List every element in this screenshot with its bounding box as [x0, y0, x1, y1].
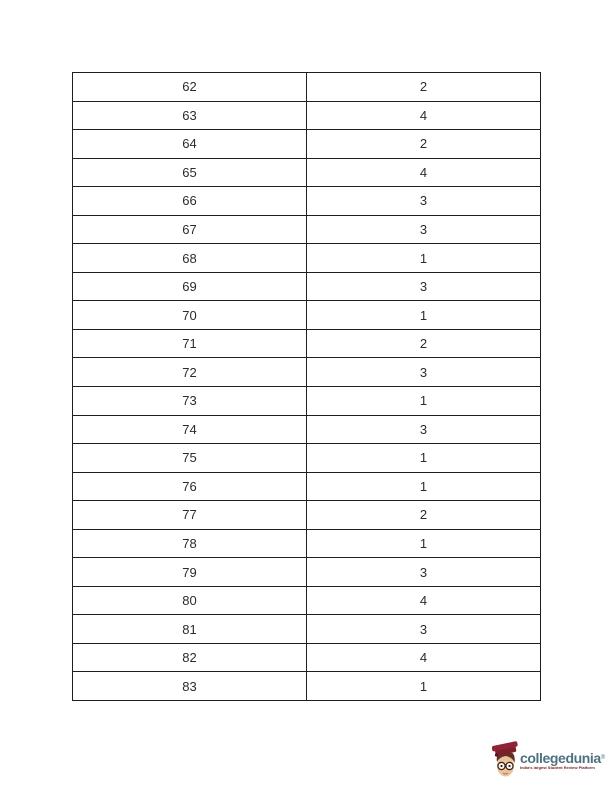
table-row — [73, 158, 541, 187]
registered-trademark-symbol: ® — [600, 755, 605, 761]
frequency-cell: 4 — [307, 586, 541, 615]
value-cell: 64 — [73, 130, 307, 159]
value-cell: 66 — [73, 187, 307, 216]
frequency-cell: 4 — [307, 643, 541, 672]
value-cell: 73 — [73, 387, 307, 416]
collegedunia-tagline: India's largest Student Review Platform — [520, 766, 595, 770]
table-row — [73, 329, 541, 358]
table-row — [73, 444, 541, 473]
table-row — [73, 130, 541, 159]
frequency-cell: 1 — [307, 672, 541, 701]
table-row — [73, 187, 541, 216]
frequency-cell: 2 — [307, 130, 541, 159]
value-cell: 74 — [73, 415, 307, 444]
value-cell: 79 — [73, 558, 307, 587]
value-cell: 77 — [73, 501, 307, 530]
frequency-cell: 3 — [307, 187, 541, 216]
value-cell: 80 — [73, 586, 307, 615]
frequency-cell: 4 — [307, 101, 541, 130]
frequency-cell: 4 — [307, 158, 541, 187]
table-row — [73, 101, 541, 130]
frequency-cell: 3 — [307, 215, 541, 244]
frequency-cell: 1 — [307, 472, 541, 501]
value-cell: 72 — [73, 358, 307, 387]
value-cell: 67 — [73, 215, 307, 244]
frequency-cell: 3 — [307, 558, 541, 587]
table-row — [73, 672, 541, 701]
table-row — [73, 643, 541, 672]
frequency-cell: 3 — [307, 615, 541, 644]
frequency-table — [72, 72, 541, 701]
table-row — [73, 272, 541, 301]
table-row — [73, 301, 541, 330]
frequency-cell: 2 — [307, 329, 541, 358]
value-cell: 65 — [73, 158, 307, 187]
table-row — [73, 472, 541, 501]
collegedunia-mascot-icon — [492, 741, 519, 788]
value-cell: 83 — [73, 672, 307, 701]
value-cell: 82 — [73, 643, 307, 672]
frequency-cell: 3 — [307, 358, 541, 387]
value-cell: 71 — [73, 329, 307, 358]
value-cell: 70 — [73, 301, 307, 330]
frequency-cell: 1 — [307, 529, 541, 558]
brand-word: collegedunia — [520, 750, 601, 766]
value-cell: 81 — [73, 615, 307, 644]
table-row — [73, 501, 541, 530]
table-row — [73, 558, 541, 587]
frequency-cell: 1 — [307, 444, 541, 473]
value-cell: 78 — [73, 529, 307, 558]
value-cell: 62 — [73, 73, 307, 102]
table-row — [73, 244, 541, 273]
table-row — [73, 615, 541, 644]
value-cell: 69 — [73, 272, 307, 301]
frequency-cell: 3 — [307, 415, 541, 444]
collegedunia-logo — [492, 741, 612, 788]
frequency-cell: 2 — [307, 73, 541, 102]
frequency-table-body — [73, 73, 541, 701]
value-cell: 75 — [73, 444, 307, 473]
frequency-cell: 1 — [307, 387, 541, 416]
value-cell: 63 — [73, 101, 307, 130]
frequency-cell: 1 — [307, 244, 541, 273]
table-row — [73, 358, 541, 387]
collegedunia-logo-text — [520, 751, 612, 773]
frequency-cell: 2 — [307, 501, 541, 530]
table-row — [73, 215, 541, 244]
frequency-cell: 1 — [307, 301, 541, 330]
table-row — [73, 73, 541, 102]
table-row — [73, 586, 541, 615]
value-cell: 68 — [73, 244, 307, 273]
collegedunia-brand-name — [520, 751, 612, 765]
table-row — [73, 387, 541, 416]
table-row — [73, 415, 541, 444]
value-cell: 76 — [73, 472, 307, 501]
table-row — [73, 529, 541, 558]
frequency-cell: 3 — [307, 272, 541, 301]
